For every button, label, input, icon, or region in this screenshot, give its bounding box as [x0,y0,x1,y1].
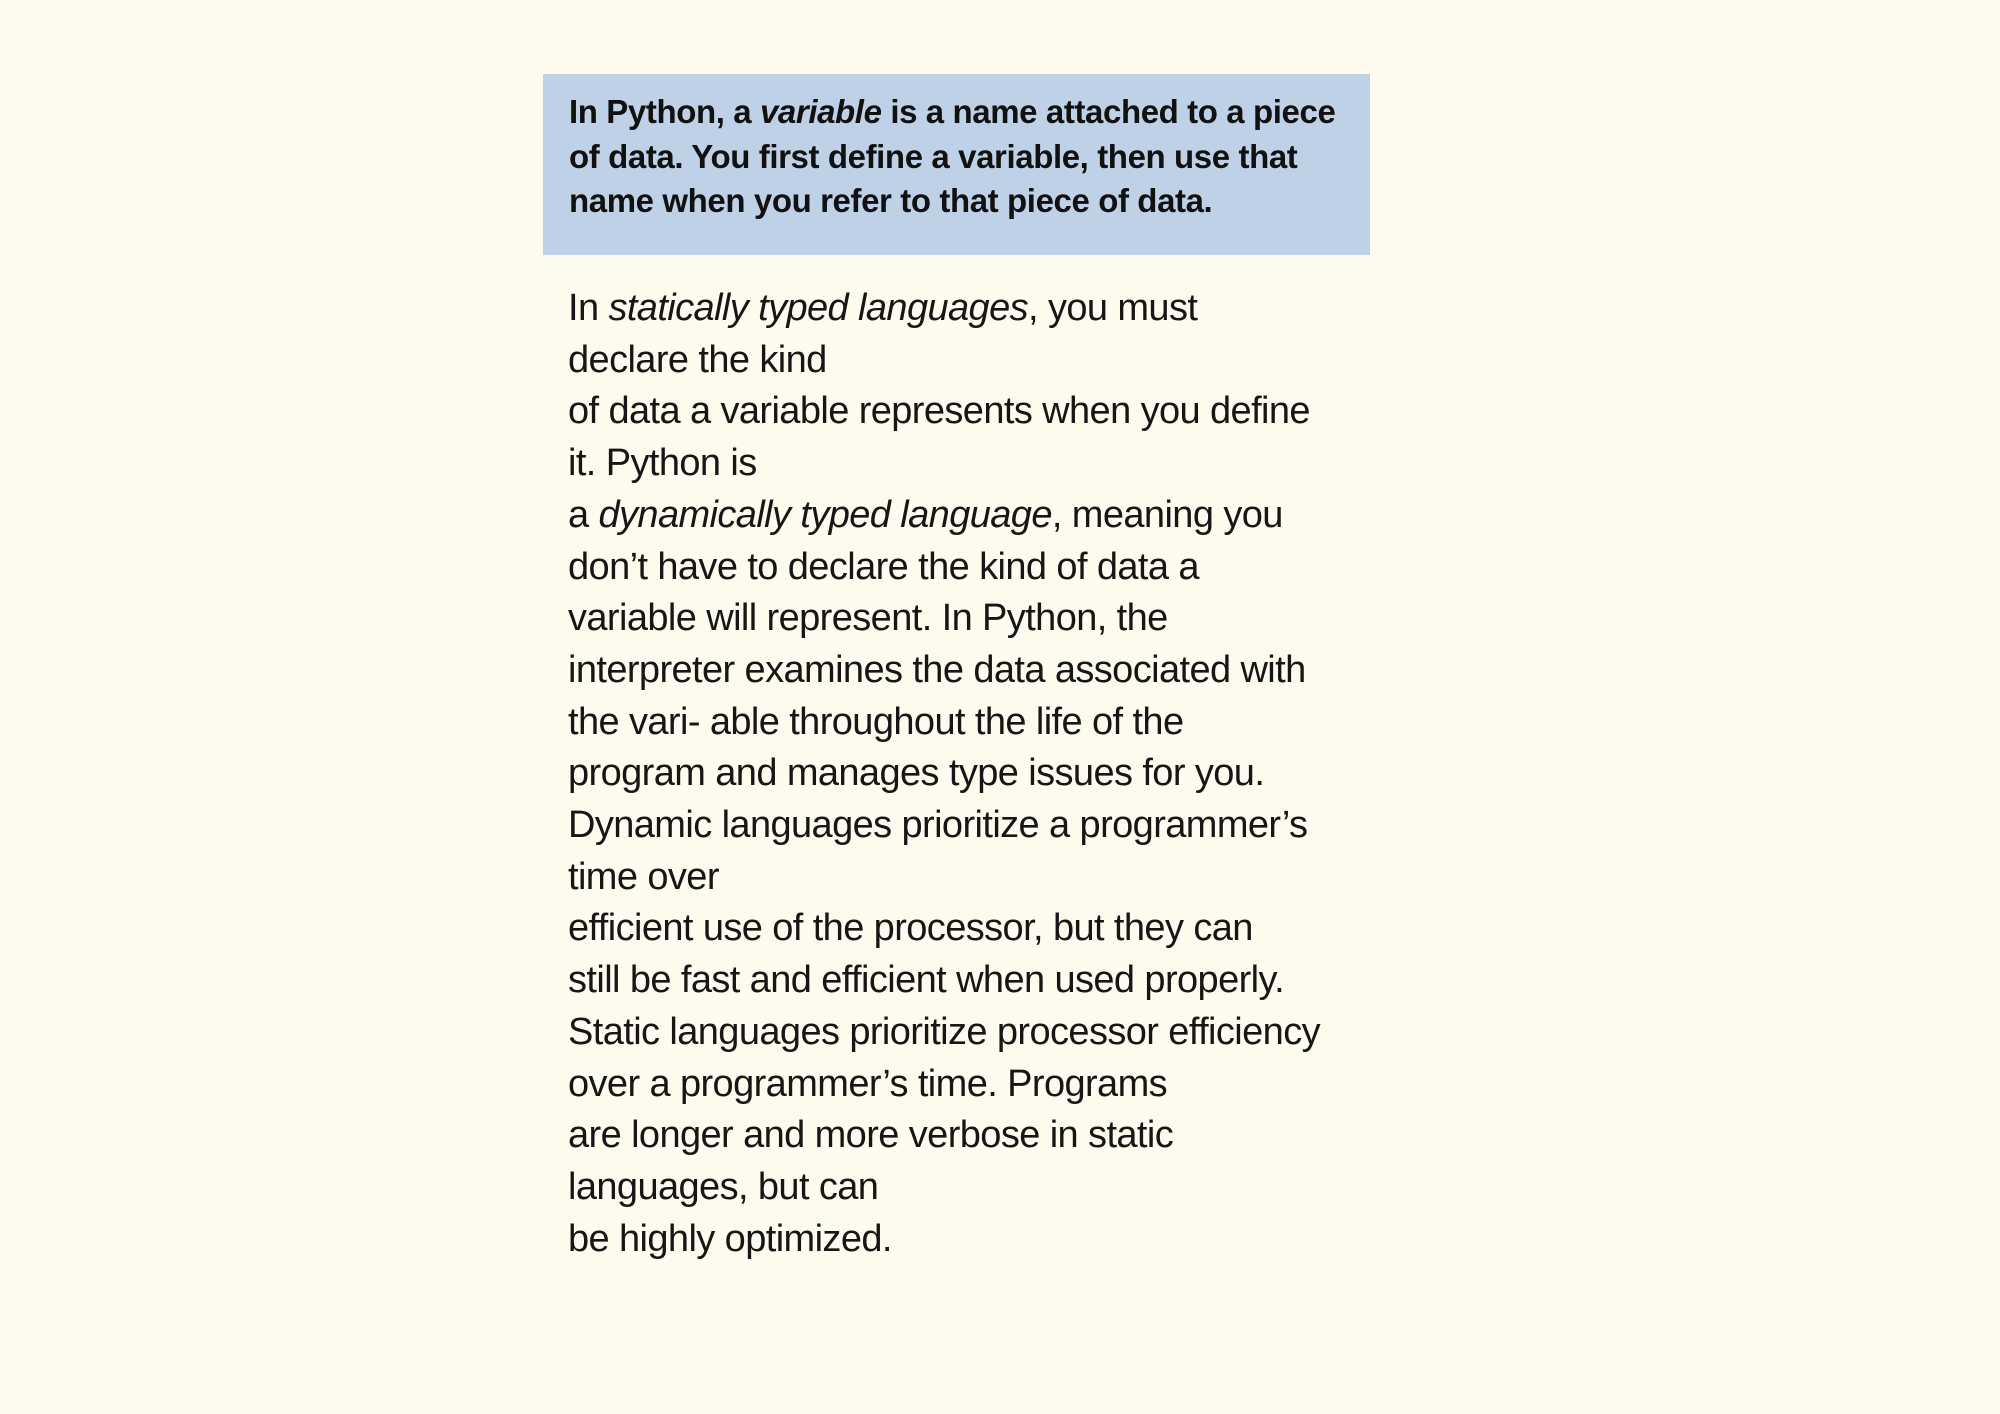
body-line-10: program and manages type issues for you. [568,752,1265,795]
definition-text [569,90,1344,224]
definition-text-pre: In Python, a [569,93,760,130]
body-line-9: the vari- able throughout the life of the [568,700,1184,743]
body-line-17: are longer and more verbose in static [568,1114,1174,1157]
definition-callout-box [543,74,1370,255]
body-line-7: variable will represent. In Python, the [568,597,1168,640]
body-line-15: Static languages prioritize processor efficiency [568,1010,1321,1053]
body-line-16: over a programmer’s time. Programs [568,1062,1168,1105]
body-line-3: of data a variable represents when you define [568,390,1310,433]
body-line-11: Dynamic languages prioritize a programmer’s [568,804,1308,847]
body-line-2: declare the kind [568,338,827,381]
body-line-12: time over [568,855,719,898]
body-line-8: interpreter examines the data associated with [568,648,1306,691]
body-line-1 [568,283,1358,335]
body-line-14: still be fast and efficient when used properly. [568,959,1285,1002]
definition-term-variable: variable [759,93,882,130]
body-paragraph [568,283,1358,1265]
definition-text-post: is a name attached to a piece of data. You first define a variable, then use that name when you refer to that piece of data. [569,93,1336,219]
body-line-1-post: , you must [1028,287,1198,329]
body-line-5-post: , meaning you [1051,493,1283,536]
body-line-5-pre: a [568,493,599,536]
body-line-4: it. Python is [568,442,757,485]
body-line-5 [568,490,1358,542]
body-line-13: efficient use of the processor, but they can [568,907,1253,950]
term-statically-typed: statically typed languages [608,287,1029,329]
body-line-18: languages, but can [568,1165,879,1208]
body-line-1-pre: In [568,287,609,329]
term-dynamically-typed: dynamically typed language [598,493,1052,536]
body-line-6: don’t have to declare the kind of data a [568,545,1199,588]
body-line-19: be highly optimized. [568,1217,892,1260]
